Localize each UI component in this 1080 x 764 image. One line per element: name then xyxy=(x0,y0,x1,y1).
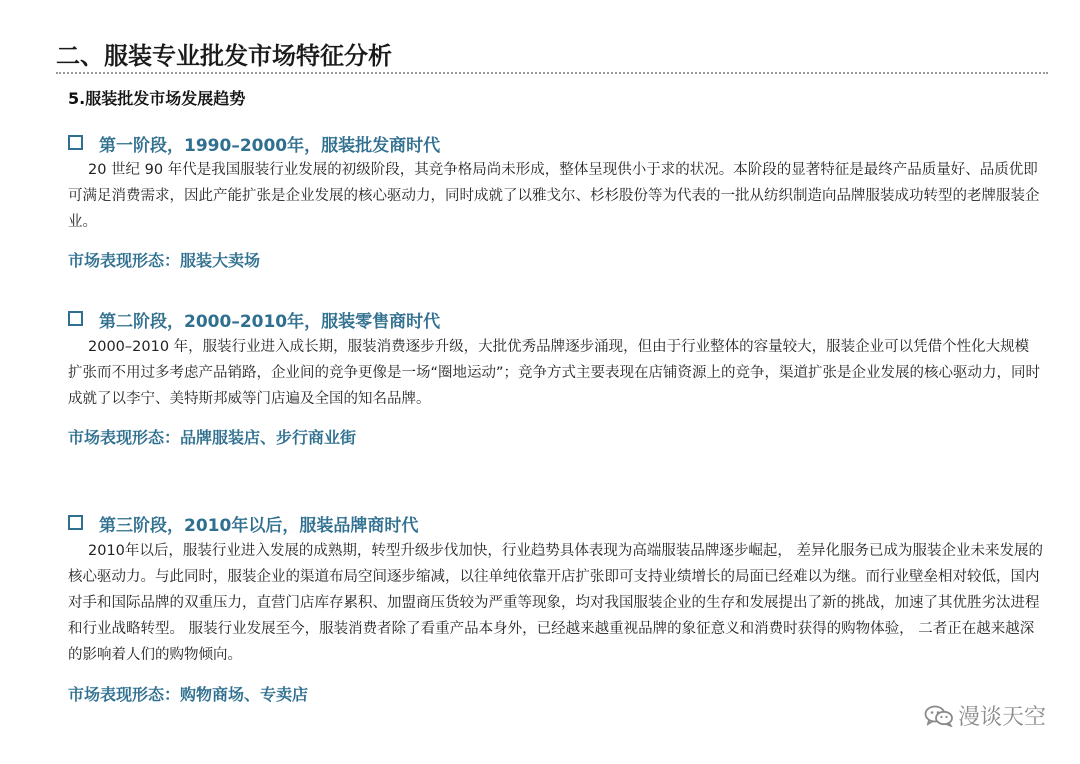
page-title: 二、服装专业批发市场特征分析 xyxy=(56,42,392,70)
checkbox-bullet-icon xyxy=(68,515,83,530)
watermark xyxy=(924,700,1046,731)
stage-2-market-form: 市场表现形态：品牌服装店、步行商业街 xyxy=(68,428,357,447)
stage-1-market-form: 市场表现形态：服装大卖场 xyxy=(68,251,261,270)
stage-2-heading-text: 第二阶段，2000–2010年，服装零售商时代 xyxy=(99,312,441,332)
section-subtitle: 5.服装批发市场发展趋势 xyxy=(68,89,246,108)
stage-2-heading xyxy=(68,307,440,332)
title-divider xyxy=(56,72,1048,74)
wechat-icon xyxy=(924,705,954,727)
stage-3-heading-text: 第三阶段，2010年以后，服装品牌商时代 xyxy=(99,516,419,536)
watermark-text: 漫谈天空 xyxy=(957,705,1046,730)
stage-1-paragraph: 20 世纪 90 年代是我国服装行业发展的初级阶段，其竞争格局尚未形成，整体呈现供小于求的状况。本阶段的显著特征是最终产品质量好、品质优即可满足消费需求，因此产能扩张是企业发展的核心驱动力，同时成就了以雅戈尔、杉杉股份等为代表的一批从纺织制造向品牌服装成功转型的老牌服装企业。 xyxy=(68,162,1040,230)
checkbox-bullet-icon xyxy=(68,311,83,326)
stage-1-heading xyxy=(68,131,440,156)
stage-3-heading xyxy=(68,511,418,536)
stage-1-heading-text: 第一阶段，1990–2000年，服装批发商时代 xyxy=(99,136,441,156)
stage-3-paragraph: 2010年以后，服装行业进入发展的成熟期，转型升级步伐加快，行业趋势具体表现为高端服装品牌逐步崛起， 差异化服务已成为服装企业未来发展的核心驱动力。与此同时，服装企业的渠道布局空间逐步缩减，以往单纯依靠开店扩张即可支持业绩增长的局面已经难以为继。而行业壁垒相对较低，国内对手和国际品牌的双重压力，直营门店库存累积、加盟商压货较为严重等现象，均对我国服装企业的生存和发展提出了新的挑战，加速了其优胜劣汰进程和行业战略转型。 服装行业发展至今，服装消费者除了看重产品本身外，已经越来越重视品牌的象征意义和消费时获得的购物体验， 二者正在越来越深的影响着人们的购物倾向。 xyxy=(68,543,1044,663)
stage-2-paragraph: 2000–2010 年，服装行业进入成长期，服装消费逐步升级，大批优秀品牌逐步涌现，但由于行业整体的容量较大，服装企业可以凭借个性化大规模扩张而不用过多考虑产品销路，企业间的竞争更像是一场“圈地运动”；竞争方式主要表现在店铺资源上的竞争，渠道扩张是企业发展的核心驱动力，同时成就了以李宁、美特斯邦威等门店遍及全国的知名品牌。 xyxy=(68,339,1041,407)
stage-3-market-form: 市场表现形态：购物商场、专卖店 xyxy=(68,685,309,704)
checkbox-bullet-icon xyxy=(68,135,83,150)
